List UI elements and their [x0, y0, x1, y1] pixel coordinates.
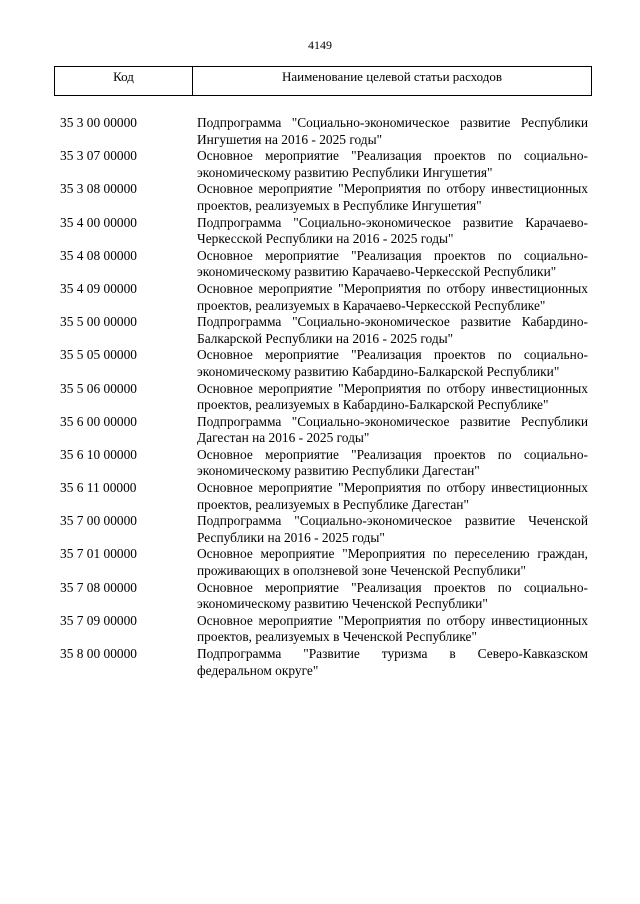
row-code: 35 4 09 00000	[60, 280, 137, 296]
row-name: Основное мероприятие "Мероприятия по переселению граждан, проживающих в оползневой зоне Чеченской Республики"	[197, 546, 588, 579]
row-name: Основное мероприятие "Мероприятия по отбору инвестиционных проектов, реализуемых в Чеченской Республике"	[197, 612, 588, 645]
table-body	[60, 115, 588, 679]
row-name: Основное мероприятие "Мероприятия по отбору инвестиционных проектов, реализуемых в Республике Дагестан"	[197, 480, 588, 512]
row-name: Основное мероприятие "Реализация проектов по социально-экономическому развитию Карачаево-Черкесской Республики"	[197, 247, 588, 280]
table-row	[60, 447, 588, 480]
table-row	[60, 347, 588, 380]
row-code: 35 3 00 00000	[60, 115, 137, 130]
row-code: 35 4 08 00000	[60, 247, 137, 263]
table-row	[60, 381, 588, 414]
row-code: 35 3 07 00000	[60, 148, 137, 164]
row-code: 35 7 09 00000	[60, 612, 137, 628]
row-code: 35 6 00 00000	[60, 413, 137, 429]
table-row	[60, 546, 588, 579]
row-code: 35 3 08 00000	[60, 181, 137, 197]
row-name: Подпрограмма "Социально-экономическое развитие Республики Ингушетия на 2016 - 2025 годы"	[197, 115, 588, 147]
row-code: 35 4 00 00000	[60, 214, 137, 230]
row-name: Подпрограмма "Социально-экономическое развитие Республики Дагестан на 2016 - 2025 годы"	[197, 413, 588, 446]
table-row	[60, 215, 588, 248]
row-name: Основное мероприятие "Мероприятия по отбору инвестиционных проектов, реализуемых в Карачаево-Черкесской Республике"	[197, 280, 588, 313]
table-row	[60, 148, 588, 181]
table-row	[60, 646, 588, 679]
table-row	[60, 613, 588, 646]
row-code: 35 8 00 00000	[60, 646, 137, 661]
table-row	[60, 181, 588, 214]
row-code: 35 7 01 00000	[60, 546, 137, 562]
row-name: Подпрограмма "Социально-экономическое развитие Чеченской Республики на 2016 - 2025 годы"	[197, 513, 588, 545]
table-row	[60, 580, 588, 613]
table-header	[54, 66, 592, 96]
table-row	[60, 281, 588, 314]
row-name: Подпрограмма "Социально-экономическое развитие Карачаево-Черкесской Республики на 2016 - 2025 годы"	[197, 214, 588, 247]
row-name: Основное мероприятие "Мероприятия по отбору инвестиционных проектов, реализуемых в Кабардино-Балкарской Республике"	[197, 380, 588, 413]
row-code: 35 5 00 00000	[60, 314, 137, 330]
table-row	[60, 314, 588, 347]
table-row	[60, 513, 588, 546]
table-row	[60, 115, 588, 148]
row-name: Основное мероприятие "Реализация проектов по социально-экономическому развитию Чеченской Республики"	[197, 579, 588, 612]
row-name: Основное мероприятие "Реализация проектов по социально-экономическому развитию Республики Дагестан"	[197, 446, 588, 479]
table-row	[60, 480, 588, 513]
row-name: Основное мероприятие "Мероприятия по отбору инвестиционных проектов, реализуемых в Республике Ингушетия"	[197, 181, 588, 213]
row-name: Подпрограмма "Социально-экономическое развитие Кабардино-Балкарской Республики на 2016 - 2025 годы"	[197, 314, 588, 346]
page-number: 4149	[308, 38, 332, 52]
row-name: Основное мероприятие "Реализация проектов по социально-экономическому развитию Республики Ингушетия"	[197, 148, 588, 180]
column-header-code: Код	[55, 67, 193, 95]
row-code: 35 7 08 00000	[60, 579, 137, 595]
row-code: 35 7 00 00000	[60, 513, 137, 529]
row-code: 35 5 05 00000	[60, 347, 137, 363]
table-row	[60, 414, 588, 447]
row-code: 35 6 10 00000	[60, 446, 137, 462]
row-name: Подпрограмма "Развитие туризма в Северо-Кавказском федеральном округе"	[197, 646, 588, 678]
table-row	[60, 248, 588, 281]
column-header-name: Наименование целевой статьи расходов	[281, 69, 503, 84]
row-name: Основное мероприятие "Реализация проектов по социально-экономическому развитию Кабардино-Балкарской Республики"	[197, 347, 588, 379]
row-code: 35 5 06 00000	[60, 380, 137, 396]
row-code: 35 6 11 00000	[60, 480, 137, 496]
